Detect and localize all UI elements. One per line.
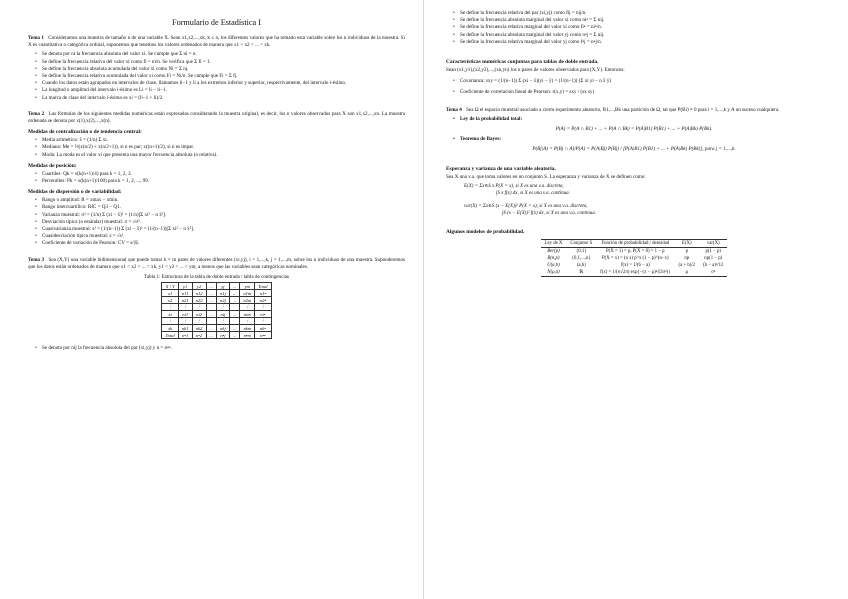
header-cell: y1 <box>178 283 192 290</box>
list-item: • Rango intercuartílico: RIC = Q3 − Q1. <box>42 204 405 211</box>
list-item: • Coeficiente de correlación lineal de Pearson: r(x,y) = sxy / (sx sy) <box>460 89 822 96</box>
table-cell: Total <box>162 332 178 339</box>
table-row <box>541 269 728 277</box>
header-cell: var(X) <box>699 240 727 248</box>
expectation-formula <box>464 183 822 197</box>
table-cell: nk• <box>255 325 271 332</box>
tema3-label: Tema 3 <box>28 256 45 263</box>
bayes-formula: P(Bj|A) = P(Bj ∩ A)/P(A) = P(A|Bj) P(Bj) / [P(A|B1) P(B1) + ... + P(A|Bk) P(Bk)], para j = 1,...,k. <box>532 146 736 153</box>
table-cell: {0,1} <box>575 249 587 255</box>
table-cell: ... <box>206 332 216 339</box>
table-cell: x2 <box>162 297 178 304</box>
dispersion-heading: Medidas de dispersión o de variabilidad: <box>28 189 122 196</box>
table-row <box>162 297 271 304</box>
table-cell: ⋮ <box>162 318 178 325</box>
table-cell: ⋮ <box>240 304 255 311</box>
table-cell <box>229 304 239 311</box>
table-cell: n2• <box>255 297 271 304</box>
table-cell: p <box>685 249 688 255</box>
posicion-heading: Medidas de posición: <box>28 162 77 169</box>
table-cell: ℝ <box>566 269 596 277</box>
list-item: • Varianza muestral: σ² = (1/n) Σ (xi − x̄)² = (1/n)[Σ xi² − n x̄²]. <box>42 212 405 219</box>
tema4-paragraph <box>446 107 822 114</box>
table-cell: (a + b)/2 <box>678 263 696 269</box>
table-cell: n•• <box>255 332 271 339</box>
header-cell: X \ Y <box>162 283 178 290</box>
table-cell: p(1 − p) <box>705 249 721 255</box>
marginal-list <box>446 10 822 46</box>
table-cell: nkm <box>240 325 255 332</box>
variance-line-2: ∫S (x − E(X))² f(x) dx, si X es una v.a. continua. <box>502 211 597 217</box>
table-cell: ⋮ <box>178 304 192 311</box>
table-cell: {0,1,...,n} <box>571 256 591 262</box>
header-cell: y2 <box>192 283 206 290</box>
table-caption: Tabla 1: Estructura de la tabla de doble entrada / tabla de contingencias <box>143 274 290 281</box>
table-body <box>162 290 271 332</box>
tema3-text: Sea (X,Y) una variable bidimensional que puede tomar k × m pares de valores diferentes (xi,yj), i = 1,...,k, j = 1,...,m, sobre los n individuos de una muestra. Suponderemos que los datos están ordenados de manera que x1 < x2 < ... < xk, y1 < y2 < ... < ym, a menos que las variables sean categóricas nominales. <box>28 256 405 270</box>
table-cell: ... <box>229 325 239 332</box>
list-item: • Cuasidesviación típica muestral: s = √s². <box>42 233 405 240</box>
table-row <box>162 325 271 332</box>
table-cell: ⋮ <box>192 304 206 311</box>
list-item: • Cuando los datos están agrupados en intervalos de clase, llamamos li−1 y li a los extremos inferior y superior, respectivamente, del intervalo i-ésimo. <box>42 80 405 87</box>
table-cell <box>206 318 216 325</box>
table-cell: nk2 <box>192 325 206 332</box>
table-cell: ... <box>229 290 239 297</box>
header-cell: ... <box>206 283 216 290</box>
table-header-row <box>541 240 728 248</box>
table-cell: ni• <box>255 311 271 318</box>
dispersion-list <box>28 197 405 247</box>
table-cell: ni2 <box>192 311 206 318</box>
bayes-list <box>446 136 822 143</box>
table-cell: N(μ,σ) <box>541 269 567 277</box>
table-cell: U(a,b) <box>547 263 560 269</box>
modelos-heading: Algunos modelos de probabilidad. <box>446 229 525 236</box>
posicion-list <box>28 171 405 185</box>
list-item: • Se define la frecuencia absoluta acumulada del valor xi como Ni = Σ nj. <box>42 66 405 73</box>
table-cell: (a,b) <box>576 263 586 269</box>
header-cell: Ley de X <box>541 240 567 248</box>
table-cell: n1j <box>216 290 229 297</box>
table-cell: (b − a)²/12 <box>703 263 724 269</box>
list-item: • La longitud o amplitud del intervalo i-ésimo es Li = li − li−1. <box>42 87 405 94</box>
tema1-text: Consideramos una muestra de tamaño n de una variable X. Sean x1,x2,...,xk, k ≤ n, los diferentes valores que ha tomado esta variable sobre los n individuos de la muestra. Si X es cuantitativa o categórica ordinal, suponemos que tenemos los valores ordenados de manera que x1 < x2 < ... < xk. <box>28 35 405 49</box>
table-row <box>541 255 728 262</box>
table-cell: nk1 <box>178 325 192 332</box>
table-cell: ⋮ <box>192 318 206 325</box>
table-cell: ⋮ <box>216 304 229 311</box>
list-item: • Ley de la probabilidad total: <box>460 116 822 123</box>
table-cell: ⋮ <box>216 318 229 325</box>
list-item: • Media aritmética: x̄ = (1/n) Σ xi. <box>42 137 405 144</box>
tema4-list <box>446 116 822 123</box>
tema2-label: Tema 2 <box>28 110 45 117</box>
document-title: Formulario de Estadística I <box>172 18 261 27</box>
table-cell: xk <box>162 325 178 332</box>
table-cell: n2j <box>216 297 229 304</box>
list-item: • Se define la frecuencia relativa del par (xi,yj) como fij = nij/n. <box>460 10 822 17</box>
expectation-line-2: ∫S x f(x) dx, si X es una v.a. continua. <box>496 191 570 197</box>
table-cell: ... <box>229 332 239 339</box>
table-cell: n•1 <box>178 332 192 339</box>
list-item: • Se denota por ni la frecuencia absoluta del valor xi. Se cumple que Σ ni = n. <box>42 51 405 58</box>
tema3-list <box>28 345 405 352</box>
contingency-table <box>161 282 271 339</box>
tema1-list <box>28 51 405 101</box>
table-cell: ⋮ <box>255 318 271 325</box>
table-cell: n•m <box>240 332 255 339</box>
right-page <box>424 0 848 599</box>
table-row <box>541 262 728 269</box>
table-cell: n11 <box>178 290 192 297</box>
esperanza-text: Sea X una v.a. que toma valores en un conjunto S. La esperanza y varianza de X se definen como: <box>446 174 646 181</box>
list-item: • Se denota por nij la frecuencia absoluta del par (xi,yj) y n = n••. <box>42 345 405 352</box>
table-cell: ni1 <box>178 311 192 318</box>
expectation-line-1: E(X) = Σx∈S x P(X = x), si X es una v.a. discreta, <box>464 184 564 190</box>
header-cell: ym <box>240 283 255 290</box>
header-cell: ... <box>229 283 239 290</box>
list-item: • Coeficiente de variación de Pearson: CV = s/|x̄|. <box>42 240 405 247</box>
table-cell: B(n,p) <box>547 256 560 262</box>
table-cell: x1 <box>162 290 178 297</box>
esperanza-heading: Esperanza y varianza de una variable aleatoria. <box>446 166 556 173</box>
table-cell: P(X = 1) = p, P(X = 0) = 1 − p <box>606 249 665 255</box>
table-cell: ⋮ <box>178 318 192 325</box>
table-cell: n21 <box>178 297 192 304</box>
list-item: • Se define la frecuencia relativa del valor xi como fi = ni/n. Se verifica que Σ fi = 1. <box>42 59 405 66</box>
table-cell: n•j <box>216 332 229 339</box>
variance-line-1: var(X) = Σx∈S (x − E(X))² P(X = x), si X es una v.a. discreta, <box>464 204 588 210</box>
table-cell: σ² <box>699 269 727 277</box>
list-item: • Se define la frecuencia absoluta marginal del valor yj como n•j = Σ nij. <box>460 32 822 39</box>
table-cell: ⋮ <box>255 304 271 311</box>
table-cell: n•2 <box>192 332 206 339</box>
total-probability-formula: P(A) = P(A ∩ B1) + ... + P(A ∩ Bk) = P(A|B1) P(B1) + ... + P(A|Bk) P(Bk). <box>555 126 713 133</box>
table-row <box>541 248 728 256</box>
table-cell: xi <box>162 311 178 318</box>
table-cell: f(x) = 1/(σ√2π) exp{−(x − μ)²/(2σ²)} <box>596 269 674 277</box>
centralizacion-heading: Medidas de centralización o de tendencia central: <box>28 129 142 136</box>
table-cell: ... <box>229 297 239 304</box>
table-cell: nkj <box>216 325 229 332</box>
variance-formula <box>464 203 822 217</box>
table-cell: n1m <box>240 290 255 297</box>
table-cell: ... <box>206 325 216 332</box>
conjuntas-text: Sean (x1,y1),(x2,y2),...,(xn,yn) los n pares de valores observados para (X,Y). Entonces: <box>446 67 625 74</box>
list-item: • Se define la frecuencia absoluta marginal del valor xi como ni• = Σ nij. <box>460 17 822 24</box>
header-cell: E(X) <box>674 240 699 248</box>
header-cell: Total <box>255 283 271 290</box>
list-item: • Se define la frecuencia relativa marginal del valor xi como fi• = ni•/n. <box>460 24 822 31</box>
table-row <box>162 318 271 325</box>
list-item: • Rango o amplitud: R = xmax − xmin. <box>42 197 405 204</box>
table-cell: ... <box>206 311 216 318</box>
table-cell: ... <box>229 311 239 318</box>
conjuntas-list <box>446 78 822 96</box>
table-row <box>162 304 271 311</box>
table-cell: n2m <box>240 297 255 304</box>
models-table <box>541 239 728 277</box>
table-cell: P(X = x) = (n x) p^x (1 − p)^(n−x) <box>601 256 669 262</box>
list-item: • Percentiles: Pk = x(k(n+1)/100) para k = 1, 2, ..., 99. <box>42 178 405 185</box>
table-cell <box>229 318 239 325</box>
header-cell: yj <box>216 283 229 290</box>
list-item: • Moda: La moda es el valor xi que presenta una mayor frecuencia absoluta (o relativa). <box>42 152 405 159</box>
tema3-paragraph <box>28 257 405 271</box>
table-cell: ... <box>206 290 216 297</box>
conjuntas-heading: Características numéricas conjuntas para tablas de doble entrada. <box>446 59 599 66</box>
table-cell: nim <box>240 311 255 318</box>
tema4-label: Tema 4 <box>446 106 462 113</box>
tema1-label: Tema 1 <box>28 35 44 41</box>
list-item: • La marca de clase del intervalo i-ésimo es xi = (li−1 + li)/2. <box>42 95 405 102</box>
table-cell: ⋮ <box>162 304 178 311</box>
table-cell: np(1 − p) <box>704 256 723 262</box>
tema2-text: Las fórmulas de los siguientes medidas numéricas están expresadas considerando la muestra original, es decir, los n valores observados para X son x1,x2,...,xn. La muestra ordenada se denota por x(1),x(2),...,x(n). <box>28 110 405 125</box>
table-row <box>162 311 271 318</box>
table-body <box>541 248 728 277</box>
list-item: • Mediana: Me = ½(x(n/2) + x(n/2+1)), si n es par; x((n+1)/2), si n es impar. <box>42 144 405 151</box>
centralizacion-list <box>28 137 405 159</box>
tema4-text: Sea Ω el espacio muestral asociado a cierto experimento aleatorio, B1,...,Bk una partición de Ω, tal que P(Bi) ≠ 0 para i = 1,...,k y A un suceso cualquiera. <box>466 106 780 113</box>
table-header-row <box>162 283 271 290</box>
list-item: • Se define la frecuencia relativa acumulada del valor xi como Fi = Ni/n. Se cumple que Fi = Σ fj. <box>42 73 405 80</box>
list-item: • Covarianza: sxy = (1/(n−1)) Σ (xi − x̄)(yi − ȳ) = (1/(n−1)) (Σ xi yi − n x̄ ȳ) <box>460 78 822 85</box>
tema2-paragraph <box>28 111 405 125</box>
tema1-paragraph <box>28 35 405 49</box>
header-cell: Función de probabilidad / densidad <box>596 240 674 248</box>
header-cell: Conjunto S <box>566 240 596 248</box>
table-cell: n1• <box>255 290 271 297</box>
table-cell: Ber(p) <box>547 249 560 255</box>
table-cell: nij <box>216 311 229 318</box>
list-item: • Desviación típica (o estándar) muestral: σ = √σ². <box>42 219 405 226</box>
table-row <box>162 290 271 297</box>
table-cell: n12 <box>192 290 206 297</box>
list-item: • Teorema de Bayes: <box>460 136 822 143</box>
table-total-row <box>162 332 271 339</box>
table-cell <box>206 304 216 311</box>
list-item: • Cuartiles: Qk = x(k(n+1)/4) para k = 1, 2, 3. <box>42 171 405 178</box>
table-cell: f(x) = 1/(b − a) <box>620 263 650 269</box>
table-cell: ... <box>206 297 216 304</box>
table-cell: np <box>684 256 690 262</box>
table-cell: n22 <box>192 297 206 304</box>
table-cell: ⋮ <box>240 318 255 325</box>
table-cell: μ <box>674 269 699 277</box>
list-item: • Cuasivarianza muestral: s² = (1/(n−1)) Σ (xi − x̄)² = (1/(n−1))[Σ xi² − n x̄²]. <box>42 226 405 233</box>
list-item: • Se define la frecuencia relativa marginal del valor yj como f•j = n•j/n. <box>460 39 822 46</box>
